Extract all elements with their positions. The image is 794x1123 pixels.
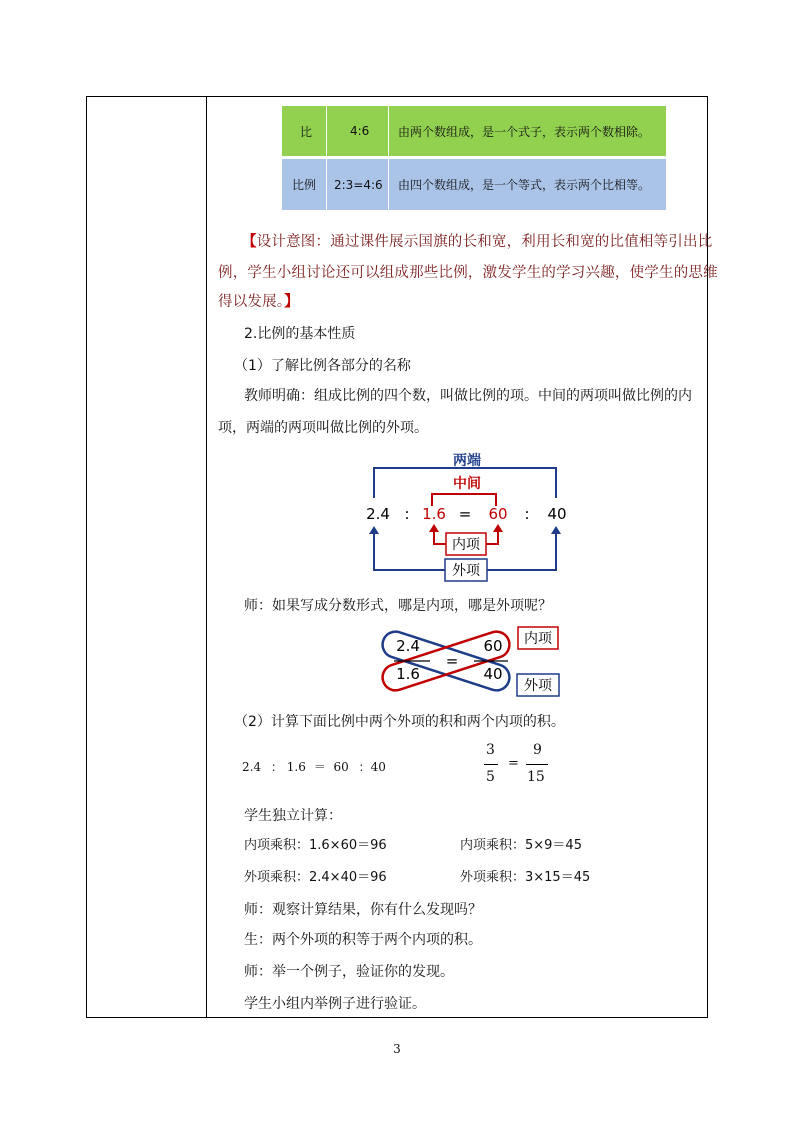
fraction-top-left: 2.4 [396, 637, 420, 655]
inner-arrowhead-right [493, 524, 503, 532]
compare-row-ratio [282, 106, 666, 156]
teacher-explain-line1: 教师明确：组成比例的四个数，叫做比例的项。中间的两项叫做比例的内 [244, 388, 692, 404]
group-verify: 学生小组内举例子进行验证。 [244, 996, 426, 1012]
teacher-observe: 师：观察计算结果，你有什么发现吗？ [244, 902, 482, 918]
inner-arrow-right [486, 530, 498, 544]
design-intent-text: 通过课件展示国旗的长和宽，利用长和宽的比值相等引出比 [330, 234, 713, 250]
denominator: 5 [486, 769, 495, 785]
design-intent-line1 [242, 232, 712, 252]
cell-divider [326, 159, 327, 210]
terms-diagram [350, 446, 590, 582]
outer-term-label: 外项 [524, 678, 552, 694]
open-bracket: 【 [242, 234, 257, 250]
cell-divider [388, 159, 389, 210]
design-intent-label: 设计意图： [256, 234, 331, 250]
cell-divider [388, 106, 389, 156]
outer-term-label: 外项 [452, 563, 480, 579]
teacher-question: 师：如果写成分数形式，哪是内项，哪是外项呢？ [244, 598, 552, 614]
teacher-explain-line2: 项，两端的两项叫做比例的外项。 [218, 420, 428, 436]
fraction-bottom-left: 1.6 [396, 665, 420, 683]
close-bracket: 】 [284, 294, 299, 310]
row-name: 比例 [292, 178, 317, 192]
equals-sign: = [458, 505, 472, 523]
outer-product-2: 外项乘积：3×15＝45 [460, 870, 591, 885]
inner-term-label: 内项 [452, 537, 480, 553]
row-name: 比 [300, 124, 313, 139]
term-a: 2.4 [366, 505, 390, 523]
denominator: 15 [527, 769, 545, 785]
teacher-example: 师：举一个例子，验证你的发现。 [244, 964, 454, 980]
equals: ＝ [313, 760, 326, 774]
numerator: 9 [533, 742, 542, 758]
table-column-divider [206, 96, 207, 1018]
outer-arrowhead-right [551, 526, 561, 534]
inner-arrowhead-left [429, 524, 439, 532]
design-intent-text: 得以发展。 [218, 294, 285, 310]
row-desc: 由四个数组成，是一个等式，表示两个比相等。 [398, 178, 651, 192]
row-example: 4:6 [350, 124, 370, 138]
outer-product-1: 外项乘积：2.4×40＝96 [244, 870, 387, 885]
term: 1.6 [286, 760, 306, 774]
cell-divider [326, 106, 327, 156]
inner-product-1: 内项乘积：1.6×60＝96 [244, 838, 387, 853]
page-number: 3 [393, 1042, 401, 1056]
equals: = [508, 756, 519, 771]
colon-2: : [524, 505, 530, 523]
sub-heading-1: （1）了解比例各部分的名称 [234, 358, 411, 374]
colon: ： [358, 760, 371, 774]
proportion-expression [242, 758, 386, 775]
row-desc: 由两个数组成，是一个式子，表示两个数相除。 [398, 124, 651, 139]
equals-sign: = [445, 652, 459, 670]
fraction-bottom-right: 40 [483, 665, 503, 683]
sub-heading-2: （2）计算下面比例中两个外项的积和两个内项的积。 [234, 714, 565, 730]
term: 2.4 [242, 760, 262, 774]
term: 40 [370, 760, 386, 774]
row-example: 2:3=4:6 [334, 177, 383, 192]
term-d: 40 [547, 505, 567, 523]
inner-arrow-left [434, 530, 446, 544]
inner-term-label: 内项 [524, 631, 552, 647]
inner-product-2: 内项乘积：5×9＝45 [460, 838, 582, 853]
compare-row-proportion [282, 159, 666, 210]
fraction-bar [484, 764, 498, 765]
student-calc-label: 学生独立计算： [244, 808, 342, 824]
inner-label: 中间 [453, 476, 481, 492]
term-b: 1.6 [422, 505, 446, 523]
section2-title: 2.比例的基本性质 [244, 326, 356, 342]
fraction-proportion [482, 742, 552, 790]
design-intent-line2: 例，学生小组讨论还可以组成那些比例，激发学生的学习兴趣，使学生的思维 [218, 265, 718, 281]
fraction-top-right: 60 [483, 637, 503, 655]
fraction-bar [526, 764, 548, 765]
design-intent-line3 [218, 292, 299, 312]
colon-1: : [404, 505, 410, 523]
compare-table [282, 106, 666, 210]
term: 60 [333, 760, 349, 774]
outer-label: 两端 [453, 453, 481, 469]
fraction-terms-diagram [378, 624, 562, 700]
outer-arrowhead-left [369, 526, 379, 534]
term-c: 60 [488, 505, 508, 523]
numerator: 3 [486, 742, 495, 758]
student-answer: 生：两个外项的积等于两个内项的积。 [244, 932, 482, 948]
colon: ： [270, 760, 283, 774]
